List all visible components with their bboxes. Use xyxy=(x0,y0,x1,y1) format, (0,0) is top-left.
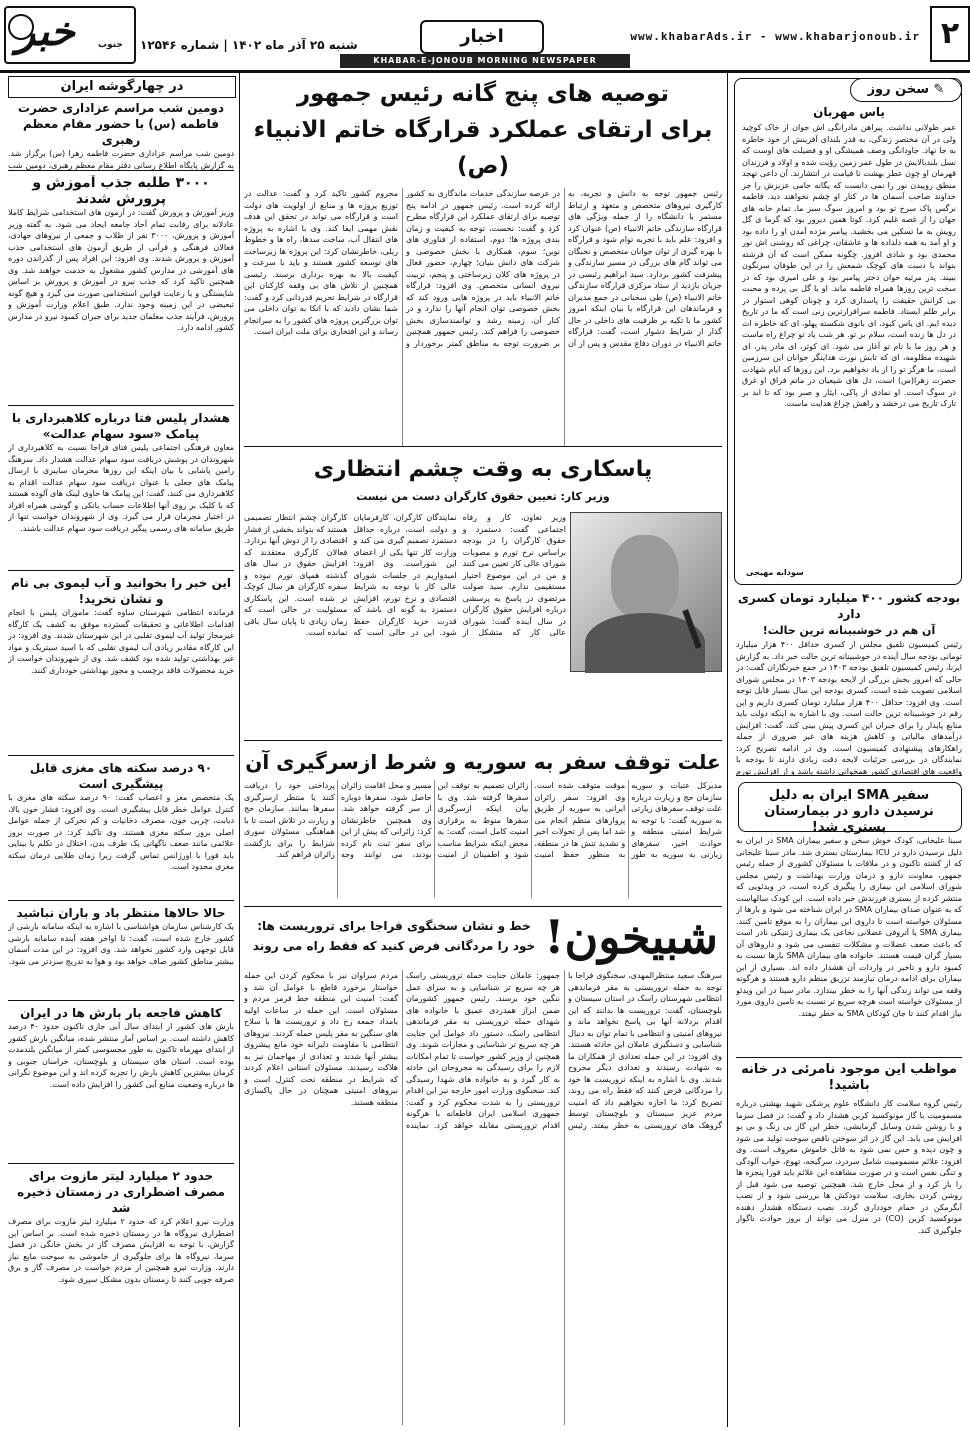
budget-article xyxy=(736,590,962,776)
iran-item-body: دومین شب مراسم عزاداری حضرت فاطمه زهرا (س) برگزار شد. به گزارش پایگاه اطلاع رسانی دفتر مقام معظم رهبری، دومین شب xyxy=(8,149,234,170)
syria-article xyxy=(244,744,722,907)
syria-title: علت توقف سفر به سوریه و شرط ازسرگیری آن xyxy=(245,750,721,774)
iran-item xyxy=(8,1005,234,1164)
iran-item-title: حدود ۲ میلیارد لیتر مازوت برای مصرف اضطراری در زمستان ذخیره شد xyxy=(17,1169,225,1215)
sokhan-title: یاس مهربان xyxy=(813,105,885,119)
issue-date: شنبه ۲۵ آذر ماه ۱۴۰۲ | شماره ۱۲۵۴۶ xyxy=(140,38,358,52)
budget-body: رئیس کمیسیون تلفیق مجلس از کسری حداقل ۴۰۰ هزار میلیارد تومانی بودجه سال آینده در خوشبینانه ترین حالت خبر داد. به گزارش ایرنا، رئیس کمیسیون تلفیق بودجه ۱۴۰۳ در جمع خبرنگاران گفت: در حالی که امروز بخش بزرگی از لایحه بودجه ۱۴۰۳ در مجلس شورای اسلامی تصویب شده است، کسری بودجه این سال بسیار قابل توجه است. وی افزود: حداقل ۴۰۰ هزار میلیارد تومان کسری داریم و این رقم در خوشبینانه ترین حالت است. وی با اشاره به اینکه دولت باید منابع پایدار را برای جبران این کسری پیش بینی کند، گفت: افزایش درآمدهای مالیاتی و کاهش هزینه های غیر ضروری از جمله راهکارهای پیشنهادی کمیسیون است. وی در ادامه تصریح کرد: نمایندگان در بررسی جزئیات لایحه دقت زیادی دارند تا بودجه با واقعیت های اقتصادی کشور همخوانی داشته باشد و از افزایش تورم xyxy=(736,640,962,776)
lead-article xyxy=(244,76,722,447)
sokhan-tag-label: سخن روز xyxy=(867,82,929,97)
newspaper-english-name: KHABAR-E-JONOUB MORNING NEWSPAPER xyxy=(340,54,630,68)
labor-subtitle: وزیر کار: تعیین حقوق کارگران دست من نیست xyxy=(356,490,610,503)
lead-body: رئیس جمهور توجه به دانش و تجربه، به کارگیری نیروهای متخصص و متعهد و ارتباط مستمر با دانشگاه را از جمله ویژگی های قرارگاه سازندگی خاتم الانبیاء (ص) عنوان کرد و افزود: علم باید با تجربه توام شود و قرارگاه با بهره گیری از توان جوانان متخصص و نخبگان می تواند گام های بزرگی در مسیر سازندگی و پیشرفت کشور بردارد. سید ابراهیم رئیسی در جریان بازدید از ستاد مرکزی قرارگاه سازندگی خاتم الانبیاء (ص) طی سخنانی در جمع مدیران و فرماندهان این قرارگاه با بیان اینکه امروز کشور ما با تکیه بر ظرفیت های داخلی در حال گذار از شرایط دشوار است، گفت: قرارگاه خاتم الانبیاء در دوران دفاع مقدس و پس از آن در عرصه سازندگی خدمات ماندگاری به کشور ارائه کرده است. رئیس جمهور در ادامه پنج توصیه برای ارتقای عملکرد این قرارگاه مطرح کرد و گفت: نخست، توجه به کیفیت و زمان بندی پروژه ها؛ دوم، استفاده از فناوری های نوین؛ سوم، همکاری با بخش خصوصی و شرکت های دانش بنیان؛ چهارم، حضور فعال در پروژه های کلان زیرساختی و پنجم، تربیت نیروی انسانی متخصص. وی افزود: قرارگاه خاتم الانبیاء باید در پروژه هایی ورود کند که بخش خصوصی توان انجام آنها را ندارد و در کنار آن، زمینه رشد و توانمندسازی بخش خصوصی را فراهم کند. رئیس جمهور همچنین بر ضرورت توجه به مناطق کمتر برخوردار و محروم کشور تاکید کرد و گفت: عدالت در توزیع پروژه ها و منابع از اولویت های دولت است و قرارگاه می تواند در تحقق این هدف نقش مهمی ایفا کند. وی با اشاره به پروژه های انتقال آب، ساخت سدها، راه ها و خطوط ریلی، خاطرنشان کرد: این پروژه ها زیرساخت های توسعه کشور هستند و باید با سرعت و کیفیت بالا به بهره برداری برسند. رئیسی همچنین از تلاش های بی وقفه کارکنان این قرارگاه در شرایط تحریم قدردانی کرد و گفت: شما نشان دادید که با اتکا به توان داخلی می توان بزرگترین پروژه های کشور را به سرانجام رساند و این افتخاری برای ملت ایران است. xyxy=(244,189,722,348)
iran-item xyxy=(8,1168,234,1408)
labor-article xyxy=(244,450,722,741)
sokhan-author: سودابه مهیجی xyxy=(746,568,804,577)
iran-item-body: معاون فرهنگی اجتماعی پلیس فتای فراجا نسبت به کلاهبرداری از شهروندان در پوشش دریافت سود سهام عدالت هشدار داد. سرهنگ رامین پاشایی با بیان اینکه این روزها مجرمان سایبری با ارسال پیامک های جعلی با عنوان دریافت سود سهام عدالت اقدام به کلاهبرداری می کنند، گفت: این پیامک ها حاوی لینک های آلوده هستند که با کلیک بر روی آنها اطلاعات حساب بانکی و گوشی همراه افراد در اختیار مجرمان قرار می گیرد. وی از شهروندان خواست تنها از طریق سامانه های رسمی پیگیر دریافت سود سهام عدالت باشند. xyxy=(8,443,234,533)
iran-item-title: حالا حالاها منتظر باد و باران نباشید xyxy=(16,906,226,920)
logo-subtext: جنوب xyxy=(98,40,123,50)
sokhan-body: عمر طولانی نداشت. پیراهن مادرانگی اش جوان از خاک کوچید ولی در آن مختصر زندگی، به قدر بلندای آفرینش از خود خاطره به جا نهاد. جاودانگی وصف همیشگی او و فضیلت های اوست که نسل بلندبالایش در طول عمر زمین رؤیت شده و اولاد و فرزندان قهرمان او چون عطر بهشت تا قیامت در انتشارند. آن داعی تهجد منطق روییدن نور را نمی دانست که یگانه حامی عزیزش را جز خداوند صاحب آسمان ها در کنار او چشم نخواهند دید. فاطمه نرگس پاک سرخ تو بود و امروز سوگ سبز ما. تمام خانه های جهان را از غصه غلیم کرد. کوتا همین دیروز بود که گرما ی گل رویش به ما تسکین می بخشید. پیامبر مژده آمدن او را داده بود و او آمد به همه دلداده ها و عاشقان، چراغی که روشنی اش نور محمدی بود و شادی افروز. چگونه ممکن است که آن فرشته بتواند با دست های کوچک شمعش را در این طوفان سرنگون ببیند. پدر مرثیه خوان دختر پیامبر بود و علی امیری بود که در سخت ترین روزها همراه فاطمه ماند. او با گل بی پرده و محبت بی کرانش حقیقت را پاسداری کرد و چونان کوهی استوار در برابر ظلم ایستاد. فاطمه سرافرازترین زنی است که ما در تاریخ دیده ایم. ای یاس کبود، ای بانوی شکسته پهلو، ای که خاطره ات در دل ها زنده است، سلام بر تو. هر شب یاد تو چراغ راه ماست و هر روز ما با نام تو آغاز می شود. ای کوثر، ای مادر پدر، ای شهیده مظلومه، ای که تابش نورت هدایتگر جوانان این سرزمین است، ما هرگز تو را از یاد نخواهیم برد. این روزها که ایام شهادت حضرت زهرا(س) است، دل های شیعیان در ماتم فراق او غرق در سوگ است. او نمادی از پاکی، ایثار و صبر بود که تا ابد بر تارک تاریخ می درخشد و راهش چراغ هدایت ماست. xyxy=(742,123,956,408)
iran-item-title: این خبر را بخوانید و آب لیموی بی نام و نشان نخرید! xyxy=(10,576,232,606)
iran-item xyxy=(8,410,234,571)
shabikhoon-subtitle-2: خود را مردگانی فرض کنید که فقط راه می روند xyxy=(252,939,536,953)
iran-item-body: فرمانده انتظامی شهرستان ساوه گفت: ماموران پلیس با انجام اقدامات اطلاعاتی و تحقیقات گسترده موفق به کشف یک کارگاه غیرمجاز تولید آب لیموی تقلبی در این شهرستان شدند. وی افزود: در این کارگاه مقادیر زیادی آب لیموی تقلبی که با اسید سیتریک و مواد غیر بهداشتی تولید شده بود کشف شد. وی از شهروندان خواست از خرید محصولات فاقد برچسب و مجوز بهداشتی خودداری کنند. xyxy=(8,608,234,675)
iran-item-body: وزیر آموزش و پرورش گفت: در آزمون های استخدامی شرایط کاملا عادلانه برای رقابت تمام آحاد جامعه ایجاد می شود. به گفته وزیر آموزش و پرورش، ۳۰۰۰ نفر از طلاب و جمعی از نیروهای جهادی، فعالان فرهنگی و قرآنی از طریق آزمون های استخدامی جذب آموزش و پرورش شدند. وی افزود: این افراد پس از گذراندن دوره های آموزشی در مدارس کشور مشغول به خدمت خواهند شد. وی همچنین تاکید کرد که جذب نیرو در آموزش و پرورش بر اساس شایستگی و با رعایت قوانین استخدامی صورت می گیرد و هیچ گونه تبعیضی در این زمینه وجود ندارد. طبق اعلام وزارت آموزش و پرورش، فرآیند جذب معلمان جدید برای جبران کمبود نیرو در مدارس کشور ادامه دارد. xyxy=(8,208,234,332)
section-title: اخبار xyxy=(420,20,544,54)
budget-title: بودجه کشور ۴۰۰ میلیارد تومان کسری دارد xyxy=(737,591,961,621)
iran-item-body: یک کارشناس سازمان هواشناسی با اشاره به اینکه سامانه بارشی از کشور خارج شده است، گفت: تا اواخر هفته آینده سامانه بارشی قابل توجهی وارد کشور نخواهد شد. وی افزود: در این مدت آسمان بیشتر مناطق کشور صاف خواهد بود و هوا به تدریج سردتر می شود. xyxy=(8,922,234,966)
carbon-article xyxy=(736,1062,962,1427)
page-number: ۲ xyxy=(930,6,970,62)
sokhan-column xyxy=(742,104,956,579)
carbon-body: رئیس گروه سلامت کار دانشگاه علوم پزشکی شهید بهشتی درباره مسمومیت با گاز مونوکسید کربن هشدار داد و گفت: در فصل سرما و با روشن شدن وسایل گرمایشی، خطر این گاز بی رنگ و بی بو افزایش می یابد. این گاز در اثر سوختن ناقص سوخت تولید می شود و چون دیده و حس نمی شود به قاتل خاموش معروف است. وی افزود: علائم مسمومیت شامل سردرد، سرگیجه، تهوع، خواب آلودگی و تنگی نفس است و در صورت مشاهده این علائم باید فورا پنجره ها را باز کرد و از محل خارج شد. همچنین توصیه می شود قبل از روشن کردن بخاری، سلامت دودکش ها بررسی شود و از نصب آبگرمکن در حمام خودداری گردد. نصب دستگاه هشدار دهنده مونوکسید کربن (CO) در منزل می تواند از بروز حوادث ناگوار جلوگیری کند. xyxy=(736,1099,962,1235)
pen-icon: ✎ xyxy=(929,82,945,97)
labor-title: پاسکاری به وقت چشم انتظاری xyxy=(313,457,653,482)
sokhan-tag xyxy=(850,78,962,102)
iran-item-body: وزارت نیرو اعلام کرد که حدود ۲ میلیارد لیتر مازوت برای مصرف اضطراری نیروگاه ها در زمستان ذخیره شده است. بر اساس این گزارش، با توجه به افزایش مصرف گاز در بخش خانگی در فصل سرما، نیروگاه ها برای جلوگیری از خاموشی به سوخت مایع نیاز دارند. وزارت نیرو همچنین از مردم خواست در مصرف گاز و برق صرفه جویی کنند تا زمستان بدون مشکل سپری شود. xyxy=(8,1217,234,1284)
shabikhoon-body: سرهنگ سعید منتظرالمهدی، سخنگوی فراجا با توجه به حمله تروریستی به مقر فرماندهی انتظامی شهرستان راسک در استان سیستان و بلوچستان، گفت: تروریست ها بدانند که این اقدام بزدلانه آنها بی پاسخ نخواهد ماند و نیروهای امنیتی و انتظامی با تمام توان به دنبال شناسایی و دستگیری عاملان این حادثه هستند. وی افزود: در این حمله تعدادی از همکاران ما به شهادت رسیدند و تعدادی دیگر مجروح شدند. وی با اشاره به اینکه تروریست ها خود را مردگانی فرض کنند که فقط راه می روند، تصریح کرد: ما اجازه نخواهیم داد که امنیت مردم عزیز سیستان و بلوچستان توسط گروهک های تروریستی به خطر بیفتد. رئیس جمهور: عاملان جنایت حمله تروریستی راسک هر چه سریع تر شناسایی و به سزای عمل ننگین خود برسند. رئیس جمهور کشورمان ضمن ابراز همدردی عمیق با خانواده های شهدای حمله تروریستی به مقر فرماندهی انتظامی راسک، دستور داد عوامل این جنایت هر چه سریع تر شناسایی و مجازات شوند. وی همچنین از وزیر کشور خواست تا تمام امکانات لازم را برای رسیدگی به مجروحان این حادثه به کار گیرد و به خانواده های شهدا رسیدگی کند. سخنگوی وزارت امور خارجه نیز این اقدام تروریستی را به شدت محکوم کرد و گفت: جمهوری اسلامی ایران قاطعانه با هرگونه اقدام تروریستی مقابله خواهد کرد. نماینده مردم سراوان نیز با محکوم کردن این حمله خواستار برخورد قاطع با عوامل آن شد و گفت: امنیت این منطقه خط قرمز مردم و مسئولان است. این حمله در ساعات اولیه بامداد جمعه رخ داد و تروریست ها با سلاح های سنگین به مقر پلیس حمله کردند. نیروهای انتظامی با مقاومت دلیرانه خود مانع پیشروی بیشتر آنها شدند و تعدادی از مهاجمان نیز به هلاکت رسیدند. مسئولان استانی اعلام کردند که شرایط در منطقه تحت کنترل است و نیروهای امنیتی همچنان در حال پاکسازی منطقه هستند. xyxy=(244,971,722,1130)
iran-item-title: ۹۰ درصد سکته های مغزی قابل پیشگیری است xyxy=(29,761,213,791)
budget-subtitle: آن هم در خوشبینانه ترین حالت! xyxy=(762,624,936,637)
iran-item-title: کاهش فاجعه بار بارش ها در ایران xyxy=(20,1006,222,1020)
iran-item xyxy=(8,905,234,1001)
minister-photo xyxy=(570,512,722,672)
site-urls[interactable]: www.khabarAds.ir - www.khabarjonoub.ir xyxy=(630,30,920,43)
sma-title: سفیر SMA ایران به دلیل نرسیدن دارو در بیمارستان بستری شد! xyxy=(764,788,934,835)
shabikhoon-article xyxy=(244,910,722,1427)
iran-item xyxy=(8,575,234,756)
shabikhoon-title: شبیخون! xyxy=(544,910,718,964)
iran-tag-label: در چهارگوشه ایران xyxy=(60,79,184,94)
carbon-title: مواظب این موجود نامرئی در خانه باشید! xyxy=(741,1062,957,1093)
iran-column xyxy=(8,100,234,1427)
logo-text: خبر xyxy=(16,8,75,55)
lead-title-1: توصیه های پنج گانه رئیس جمهور xyxy=(296,81,670,107)
iran-tag xyxy=(8,76,236,98)
labor-body: وزیر تعاون، کار و رفاه اجتماعی گفت: دستمزد و حقوق کارگران را در بودجه براساس نرخ تورم و مصوبات شورای عالی کار تعیین می کنند و من در این موضوع اختیار مستقیمی ندارم. سید صولت مرتضوی در پاسخ به پرسشی درباره افزایش حقوق کارگران در سال آینده گفت: شورای عالی کار که متشکل از نمایندگان کارگران، کارفرمایان و دولت است، درباره حداقل دستمزد تصمیم گیری می کند و وزارت کار تنها یکی از اعضای این شوراست. وی افزود: امیدواریم در جلسات شورای عالی کار با توجه به شرایط اقتصادی و نرخ تورم، افزایش دستمزد به گونه ای باشد که قدرت خرید کارگران حفظ شود. این در حالی است که کارگران چشم انتظار تصمیمی هستند که بتواند بخشی از فشار اقتصادی را از دوش آنها بردارد. فعالان کارگری معتقدند که افزایش حقوق در سال های گذشته همپای تورم نبوده و سفره کارگران هر سال کوچک تر شده است. این پاسکاری مسئولیت در حالی است که زمان زیادی تا پایان سال باقی نمانده است. xyxy=(244,513,566,637)
shabikhoon-subtitle-1: خط و نشان سخنگوی فراجا برای تروریست ها: xyxy=(257,919,531,933)
iran-item-body: یک متخصص مغز و اعصاب گفت: ۹۰ درصد سکته های مغزی با کنترل عوامل خطر قابل پیشگیری است. وی افزود: فشار خون بالا، دیابت، چربی خون، مصرف دخانیات و کم تحرکی از جمله عوامل اصلی بروز سکته مغزی هستند. وی تاکید کرد: در صورت بروز علائمی مانند ضعف ناگهانی یک طرف بدن، اختلال در تکلم یا بینایی باید فورا با اورژانس تماس گرفت زیرا زمان طلایی درمان سکته مغزی محدود است. xyxy=(8,793,234,871)
iran-item-title: هشدار پلیس فتا درباره کلاهبرداری با پیامک «سود سهام عدالت» xyxy=(12,411,230,441)
masthead xyxy=(0,0,970,73)
newspaper-logo xyxy=(4,6,136,64)
iran-item-body: بارش های کشور از ابتدای سال آبی جاری تاکنون حدود ۴۰ درصد کاهش داشته است. بر اساس آمار منتشر شده، میانگین بارش کشور از ابتدای مهرماه تاکنون به طور محسوسی کمتر از میانگین بلندمدت بوده است. استان های سیستان و بلوچستان، خراسان جنوبی و کرمان بیشترین کاهش بارش را تجربه کرده اند و این موضوع نگرانی ها درباره وضعیت منابع آبی کشور را افزایش داده است. xyxy=(8,1022,234,1089)
iran-item-title: دومین شب مراسم عزاداری حضرت فاطمه (س) با حضور مقام معظم رهبری xyxy=(17,101,225,147)
syria-body: مدیرکل عتبات و سوریه سازمان حج و زیارت درباره علت توقف سفرهای زیارتی به سوریه گفت: با توجه به شرایط امنیتی منطقه و حوادث اخیر، سفرهای زیارتی به سوریه به طور موقت متوقف شده است. وی افزود: سفر زائران ایرانی به سوریه از طریق پروازهای منظم انجام می شد اما پس از تحولات اخیر و تشدید تنش ها در منطقه، به منظور حفظ امنیت زائران تصمیم به توقف این سفرها گرفته شد. وی با بیان اینکه ازسرگیری سفرها منوط به برقراری امنیت کامل است، گفت: به محض اینکه شرایط مناسب شود و اطمینان از امنیت مسیر و محل اقامت زائران حاصل شود، سفرها دوباره از سر گرفته خواهد شد. وی همچنین خاطرنشان کرد: زائرانی که پیش از این برای سفر ثبت نام کرده بودند، می توانند وجه پرداختی خود را دریافت کنند یا منتظر ازسرگیری سفرها بمانند. سازمان حج و زیارت در تلاش است تا با هماهنگی مسئولان سوری شرایط را برای بازگشت زائران فراهم کند. xyxy=(244,781,722,859)
sma-body: سینا علیخانی، کودک خوش سخن و سفیر بیماران SMA در ایران به دلیل نرسیدن دارو در ICU بیمارستان بستری شد. مادر سینا علیخانی که از کشته تاکنون و در ملاقات با مسئولان کشوری از جمله رئیس جمهور، معاونت دارو و درمان وزارت بهداشت و رئیس مجلس شورای اسلامی این بیماری را پیگیری کرده است، در ویدئویی که منتشر کرده از بستری فرزندش خبر داده است. این کودک سالهاست که به عنوان صدای بیماران SMA در ایران شناخته می شود و بارها از مسئولان خواسته است تا داروی این بیماران را به موقع تامین کنند. بیماری SMA یا آتروفی عضلانی نخاعی یک بیماری ژنتیکی نادر است که باعث ضعف عضلات و مشکلات تنفسی می شود و داروهای آن بسیار گران قیمت هستند. خانواده های بیماران SMA بارها نسبت به کمبود دارو و تاخیر در واردات آن هشدار داده اند. بسیاری از این بیماران برای ادامه درمان نیازمند تزریق منظم دارو هستند و هرگونه وقفه می تواند زندگی آنها را به خطر بیندازد. مادر سینا در این ویدئو از مسئولان خواسته است هرچه سریع تر نسبت به تامین داروی مورد نیاز اقدام کنند تا جان کودکان SMA به خطر نیفتد. xyxy=(736,836,962,1018)
lead-title-2: برای ارتقای عملکرد قرارگاه خاتم الانبیاء (ص) xyxy=(253,117,713,179)
iran-item xyxy=(8,760,234,901)
iran-item-title: ۳۰۰۰ طلبه جذب آموزش و پرورش شدند xyxy=(32,175,210,207)
iran-item xyxy=(8,100,234,171)
iran-item xyxy=(8,175,234,406)
sma-body-col xyxy=(736,835,962,1058)
